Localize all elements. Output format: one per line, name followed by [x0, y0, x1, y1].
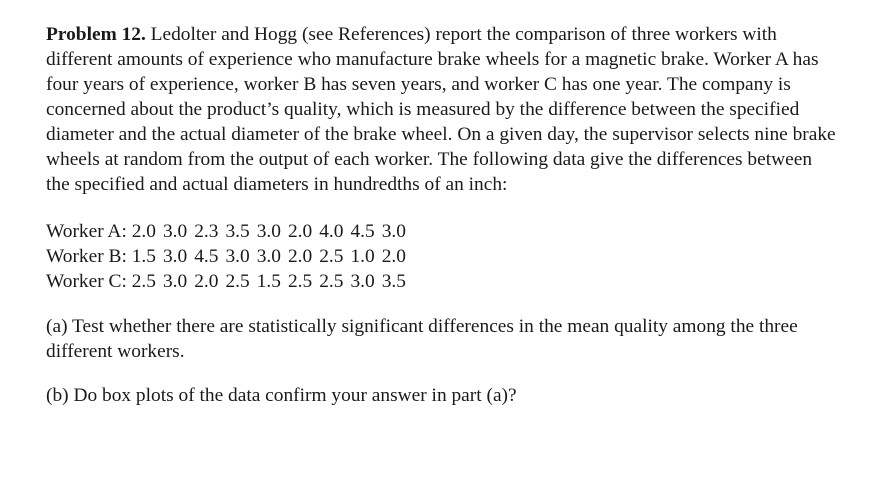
data-value: 1.0	[350, 246, 375, 267]
data-value: 3.5	[225, 221, 250, 242]
data-value: 3.0	[350, 271, 375, 292]
data-value: 2.0	[287, 246, 313, 267]
data-value: 4.5	[350, 221, 375, 242]
data-value: 3.5	[381, 271, 406, 292]
data-value: 2.5	[319, 246, 344, 267]
problem-document	[46, 22, 836, 428]
question-part-b: (b) Do box plots of the data confirm your answer in part (a)?	[46, 385, 517, 407]
data-row-worker-b	[46, 244, 836, 269]
data-value: 3.0	[162, 221, 188, 242]
data-value: 3.0	[225, 246, 250, 267]
data-value: 2.5	[287, 271, 313, 292]
data-value: 4.0	[319, 221, 344, 242]
data-value: 3.0	[162, 271, 188, 292]
data-value: 2.5	[131, 271, 156, 292]
data-value: 2.0	[381, 246, 406, 267]
data-value: 2.5	[225, 271, 250, 292]
data-value: 2.5	[319, 271, 344, 292]
data-value: 3.0	[381, 221, 406, 242]
worker-label: Worker C:	[46, 271, 127, 292]
data-value: 1.5	[256, 271, 281, 292]
data-value: 3.0	[256, 221, 281, 242]
data-value: 3.0	[256, 246, 281, 267]
question-part-a: (a) Test whether there are statistically significant differences in the mean quality among the three different workers.	[46, 316, 798, 362]
data-value: 2.0	[194, 271, 219, 292]
data-value: 2.3	[194, 221, 219, 242]
problem-intro	[46, 22, 836, 197]
data-row-worker-c	[46, 269, 836, 294]
data-value: 2.0	[131, 221, 156, 242]
problem-intro-text: Ledolter and Hogg (see References) report the comparison of three workers with different amounts of experience who manufacture brake wheels for a magnetic brake. Worker A has four years of experience, worker B has seven years, and worker C has one year. The company is concerned about the product’s quality, which is measured by the difference between the specified diameter and the actual diameter of the brake wheel. On a given day, the supervisor selects nine brake wheels at random from the output of each worker. The following data give the differences between the specified and actual diameters in hundredths of an inch:	[46, 24, 836, 195]
data-value: 2.0	[287, 221, 313, 242]
data-row-worker-a	[46, 219, 836, 244]
problem-heading: Problem 12.	[46, 24, 146, 45]
data-value: 1.5	[131, 246, 156, 267]
data-value: 3.0	[162, 246, 188, 267]
data-value: 4.5	[194, 246, 219, 267]
data-table	[46, 219, 836, 294]
worker-label: Worker A:	[46, 221, 127, 242]
worker-label: Worker B:	[46, 246, 127, 267]
